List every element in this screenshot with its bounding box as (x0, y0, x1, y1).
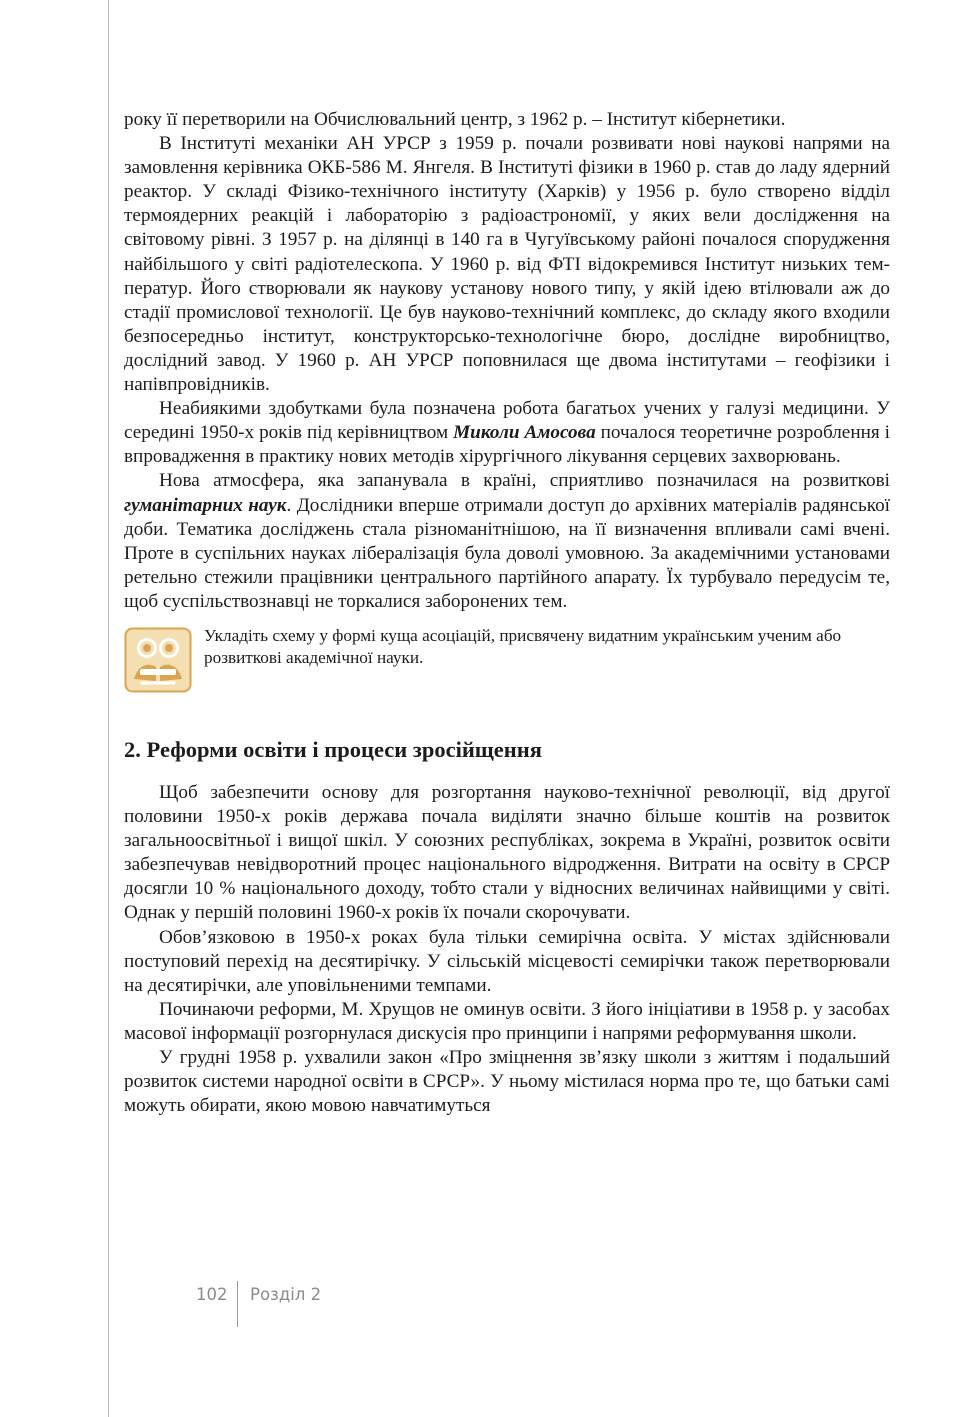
body-paragraph (124, 397, 890, 469)
paragraph-text: Обов’язковою в 1950-х роках була тільки семирічна освіта. У містах здійснювали поступовий перехід на десятирічку. У сільській місцевості семирічки також перетворювали на десятирічки, але уповільненими темпами. (124, 926, 890, 996)
body-paragraph (124, 132, 890, 397)
group-study-icon (124, 627, 192, 693)
paragraph-text: У грудні 1958 р. ухвалили закон «Про зміцнення зв’язку школи з життям і подальший розвиток системи народної освіти в СРСР». У ньому містилася норма про те, що батьки самі можуть обирати, якою мовою навчатимуться (124, 1047, 890, 1117)
body-paragraph (124, 1046, 890, 1118)
paragraph-text: Неабиякими здобутками була позначена робота багатьох учених у галузі медицини. У середині 1950-х років під керівництвом (124, 398, 890, 444)
paragraph-text: почалося теоретичне розроблення і впровадження в практику нових методів хірургічного лікування серцевих захворювань. (124, 422, 891, 468)
paragraph-text: . Дослідники вперше отримали доступ до архівних матеріалів радянської доби. Тематика досліджень стала різноманітнішою, на її визначення впливали самі вчені. Проте в суспільних науках лібералізація була доволі умовною. За академічними установами ретельно стежили працівники центрального партійного апарату. Їх турбувало передусім те, щоб суспільствознавці не торкалися заборонених тем. (124, 494, 890, 612)
body-paragraph (124, 998, 890, 1046)
emphasized-term: гуманітарних наук (124, 494, 287, 516)
task-box (124, 627, 890, 697)
section-heading: 2. Реформи освіти і процеси зросійщення (124, 736, 542, 762)
body-paragraph (124, 781, 890, 926)
emphasized-term: Миколи Амосова (453, 422, 596, 444)
paragraph-text: Нова атмосфера, яка запанувала в країні, сприятливо позначилася на розвиткові (159, 470, 890, 492)
paragraphs-block (124, 108, 890, 614)
footer-divider (237, 1281, 238, 1327)
page-content (124, 108, 890, 1118)
page-number: 102 (196, 1285, 228, 1304)
footer-section-name: Розділ 2 (250, 1285, 322, 1304)
paragraph-text: Щоб забезпечити основу для розгортання науково-технічної революції, від другої половини 1950-х років держава почала виділяти значно більше коштів на розвиток загальноосвітньої і вищої шкіл. У союзних республіках, зокрема в Україні, розвиток освіти забезпечував невідворотний процес національного відродження. Витрати на освіту в СРСР досягли 10 % національного доходу, тобто стали у відносних величинах найвищими у світі. Однак у першій половині 1960-х років їх почали скорочувати. (124, 781, 890, 924)
page-margin-rule (108, 0, 109, 1417)
body-paragraph (124, 926, 890, 998)
section-paragraphs-block (124, 781, 890, 1118)
paragraph-text: року її перетворили на Обчислювальний центр, з 1962 р. – Інститут кібернетики. (124, 109, 786, 130)
body-paragraph (124, 108, 890, 132)
paragraph-text: Починаючи реформи, М. Хрущов не оминув освіти. З його ініціативи в 1958 р. у засобах масової інформації розгорнулася дискусія про принципи і напрями реформування школи. (124, 998, 890, 1044)
task-instruction: Укладіть схему у формі куща асоціацій, присвячену видатним українським ученим або розвиткові академічної науки. (204, 625, 842, 668)
paragraph-text: В Інституті механіки АН УРСР з 1959 р. почали розвивати нові наукові напрями на замовлення керівника ОКБ-586 М. Янгеля. В Інституті фізики в 1960 р. став до ладу ядерний реактор. У складі Фізико-технічного інституту (Харків) у 1956 р. було створено відділ термоядерних реакцій і лабораторію з радіоастрономії, у яких вели дослідження на світовому рівні. З 1957 р. на ділянці в 140 га в Чугуївському районі почалося спорудження найбільшого у світі радіотелескопа. У 1960 р. від ФТІ відокремився Інститут низьких температур. Його створювали як наукову установу нового типу, у якій ідею втілювали аж до стадії промислової технології. Це був науково-технічний комплекс, до складу якого входили безпосередньо інститут, конструкторсько-технологічне бюро, дослідне виробництво, дослідний завод. У 1960 р. АН УРСР поповнилася ще двома інститутами – геофізики і напівпровідників. (124, 133, 890, 396)
body-paragraph (124, 469, 890, 614)
